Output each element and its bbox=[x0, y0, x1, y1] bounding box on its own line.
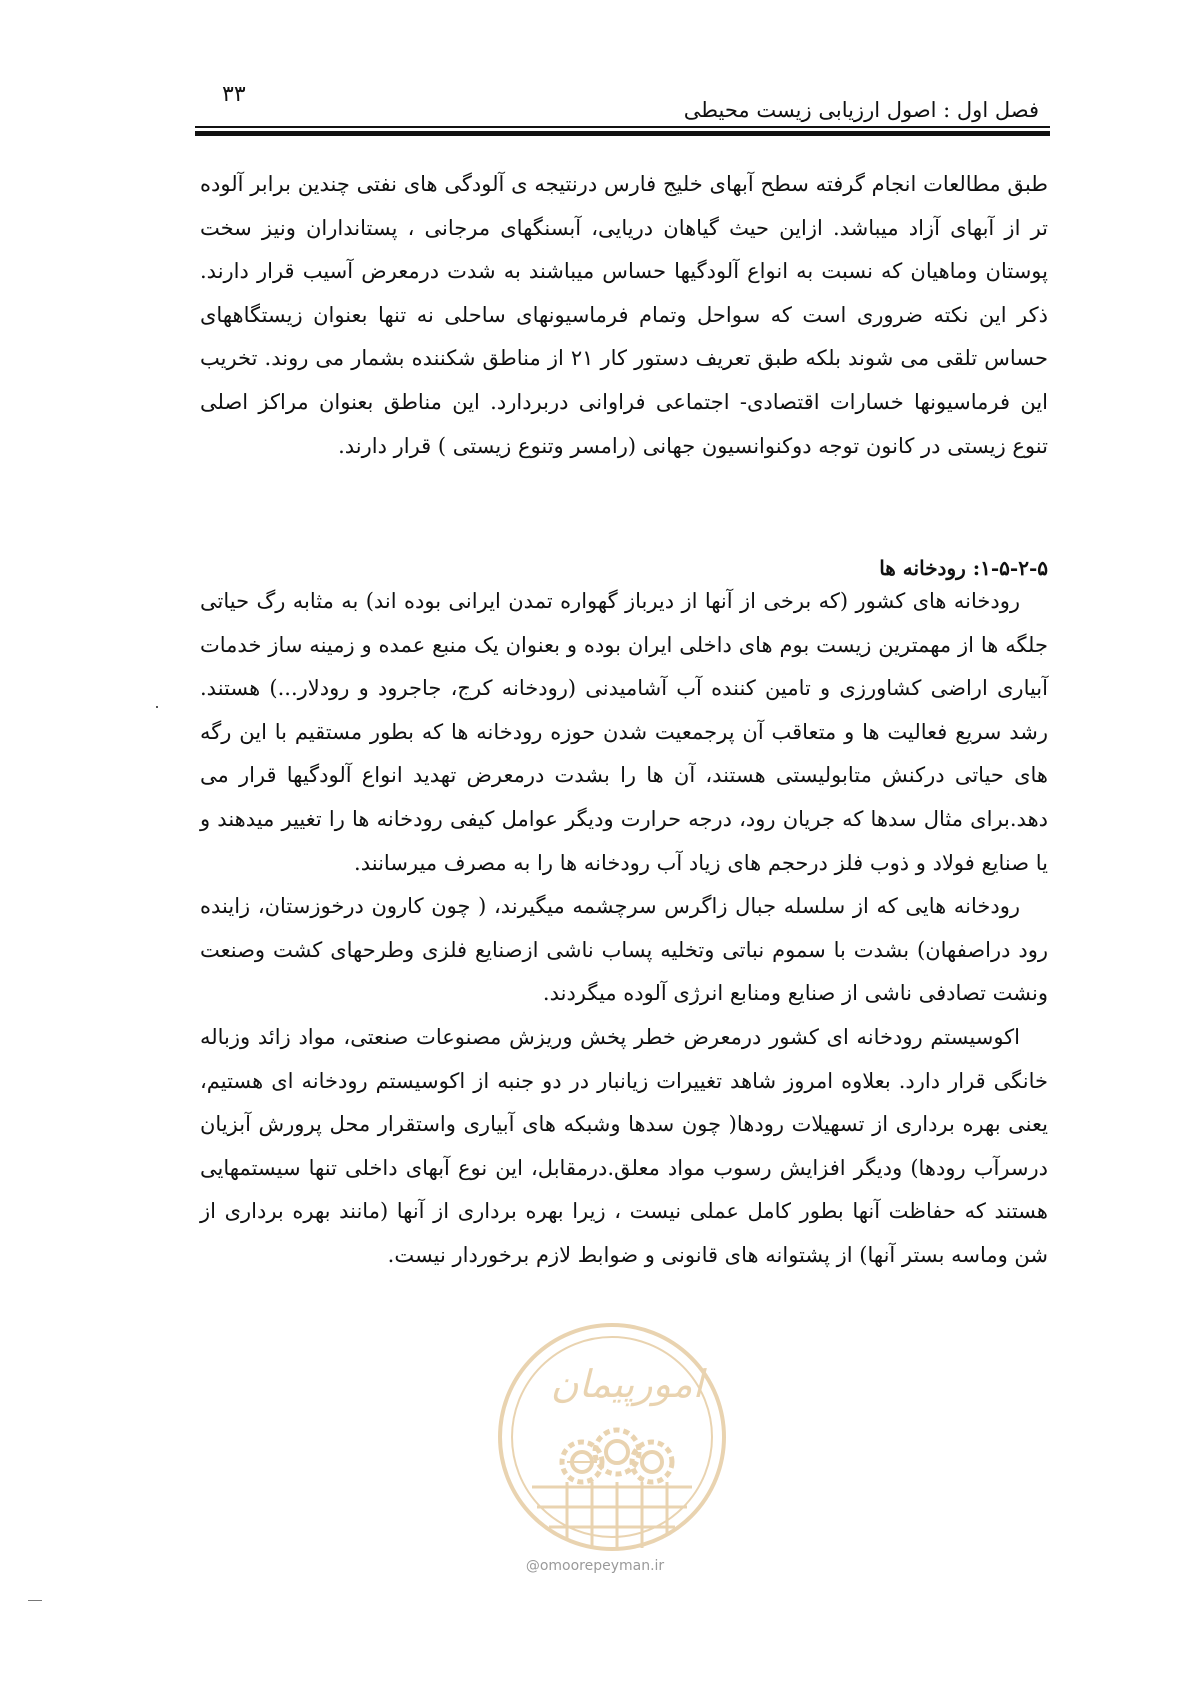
page-number: ۳۳ bbox=[222, 82, 246, 107]
section-paragraph-1: رودخانه های کشور (که برخی از آنها از دیرباز گهواره تمدن ایرانی بوده اند) به مثابه رگ حیاتی جلگه ها از مهمترین زیست بوم های داخلی ایران بوده و بعنوان یک منبع عمده و زمینه ساز خدمات آبیاری اراضی کشاورزی و تامین کننده آب آشامیدنی (رودخانه کرج، جاجرود و رودلار...) هستند. رشد سریع فعالیت ها و متعاقب آن پرجمعیت شدن حوزه رودخانه ها که بطور مستقیم با این رگه های حیاتی درکنش متابولیستی هستند، آن ها را بشدت درمعرض تهدید انواع آلودگیها قرار می دهد.برای مثال سدها که جریان رود، درجه حرارت وديگر عوامل کیفی رودخانه ها را تغییر میدهند و یا صنایع فولاد و ذوب فلز درحجم های زیاد آب رودخانه ها را به مصرف میرسانند. bbox=[200, 589, 1048, 875]
watermark-logo-text: امورپیمان bbox=[550, 1362, 704, 1406]
header-rule-thick bbox=[195, 131, 1050, 136]
watermark-url: @omoorepeyman.ir bbox=[525, 1558, 665, 1574]
scan-artifact bbox=[28, 1600, 42, 1601]
header-rule-thin bbox=[195, 126, 1050, 128]
scan-artifact-dot bbox=[156, 706, 158, 708]
intro-paragraph: طبق مطالعات انجام گرفته سطح آبهای خلیج فارس درنتیجه ی آلودگی های نفتی چندین برابر آلوده تر از آبهای آزاد میباشد. ازاین حیث گیاهان دریایی، آبسنگهای مرجانی ، پستانداران ونیز سخت پوستان وماهیان که نسبت به انواع آلودگیها حساس میباشند به شدت درمعرض آسیب قرار دارند. ذکر این نکته ضروری است که سواحل وتمام فرماسیونهای ساحلی نه تنها بعنوان زیستگاههای حساس تلقی می شوند بلکه طبق تعریف دستور کار ۲۱ از مناطق شکننده بشمار می روند. تخریب این فرماسیونها خسارات اقتصادی- اجتماعی فراوانی دربردارد. این مناطق بعنوان مراکز اصلی تنوع زیستی در کانون توجه دوکنوانسیون جهانی (رامسر وتنوع زیستی ) قرار دارند. bbox=[200, 172, 1048, 458]
section-body bbox=[200, 580, 1048, 1278]
running-header: فصل اول : اصول ارزیابی زیست محیطی bbox=[683, 98, 1039, 122]
section-paragraph-3: اکوسیستم رودخانه ای کشور درمعرض خطر پخش وریزش مصنوعات صنعتی، مواد زائد وزباله خانگی قرار دارد. بعلاوه امروز شاهد تغییرات زیانبار در دو جنبه از اکوسیستم رودخانه ای هستیم، یعنی بهره برداری از تسهیلات رودها( چون سدها وشبکه های آبیاری واستقرار محل پرورش آبزیان درسرآب رودها) ودیگر افزایش رسوب مواد معلق.درمقابل، این نوع آبهای داخلی تنها سیستمهایی هستند که حفاظت آنها بطور کامل عملی نیست ، زیرا بهره برداری از آنها (مانند بهره برداری از شن وماسه بستر آنها) از پشتوانه های قانونی و ضوابط لازم برخوردار نیست. bbox=[200, 1024, 1048, 1267]
section-heading: ۱-۵-۲-۵: رودخانه ها bbox=[879, 556, 1048, 580]
section-paragraph-2: رودخانه هایی که از سلسله جبال زاگرس سرچشمه میگیرند، ( چون کارون درخوزستان، زاینده رود دراصفهان) بشدت با سموم نباتی وتخلیه پساب ناشی ازصنایع فلزی وطرحهای کشت وصنعت ونشت تصادفی ناشی از صنایع ومنابع انرژی آلوده میگردند. bbox=[200, 894, 1048, 1006]
